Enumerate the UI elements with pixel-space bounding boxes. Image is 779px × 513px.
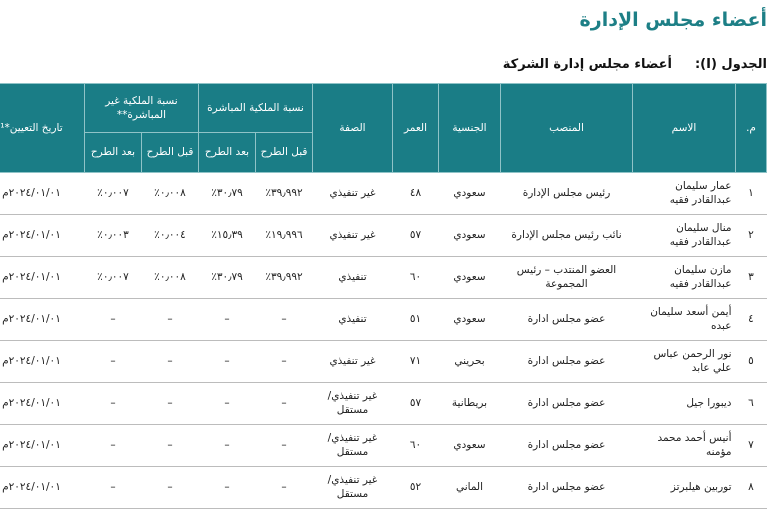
direct-ownership-before: ١٩٫٩٩٦٪ — [256, 215, 313, 257]
member-nationality: سعودي — [439, 257, 501, 299]
direct-ownership-before: ٣٩٫٩٩٢٪ — [256, 257, 313, 299]
header-indirect-before: قبل الطرح — [141, 133, 198, 173]
appointment-date: ٢٠٢٤/٠١/٠١م — [0, 257, 84, 299]
member-position: عضو مجلس ادارة — [501, 341, 633, 383]
row-index: ٣ — [736, 257, 767, 299]
member-name: نور الرحمن عباس علي عابد — [633, 341, 736, 383]
row-index: ٧ — [736, 425, 767, 467]
header-index: م. — [736, 84, 767, 173]
row-index: ١ — [736, 173, 767, 215]
table-label: الجدول (I): — [694, 57, 767, 72]
page-title: أعضاء مجلس الإدارة — [579, 9, 767, 31]
indirect-ownership-before: ٠٫٠٠٤٪ — [141, 215, 198, 257]
board-members-table — [0, 83, 767, 509]
direct-ownership-before: ٣٩٫٩٩٢٪ — [256, 173, 313, 215]
table-row — [0, 173, 767, 215]
table-row — [0, 383, 767, 425]
member-name: أيمن أسعد سليمان عبده — [633, 299, 736, 341]
header-age: العمر — [393, 84, 439, 173]
member-position: نائب رئيس مجلس الإدارة — [501, 215, 633, 257]
indirect-ownership-after: – — [84, 467, 141, 509]
table-header — [0, 84, 767, 173]
indirect-ownership-after: – — [84, 425, 141, 467]
member-capacity: غير تنفيذي — [313, 341, 393, 383]
member-capacity: غير تنفيذي — [313, 215, 393, 257]
direct-ownership-before: – — [256, 383, 313, 425]
table-caption: أعضاء مجلس إدارة الشركة — [502, 57, 672, 72]
row-index: ٤ — [736, 299, 767, 341]
appointment-date: ٢٠٢٤/٠١/٠١م — [0, 173, 84, 215]
indirect-ownership-before: ٠٫٠٠٨٪ — [141, 257, 198, 299]
member-capacity: غير تنفيذي/ مستقل — [313, 383, 393, 425]
direct-ownership-after: ١٥٫٣٩٪ — [198, 215, 255, 257]
indirect-ownership-after: ٠٫٠٠٧٪ — [84, 257, 141, 299]
appointment-date: ٢٠٢٤/٠١/٠١م — [0, 215, 84, 257]
member-position: عضو مجلس ادارة — [501, 425, 633, 467]
member-nationality: سعودي — [439, 215, 501, 257]
member-nationality: بحريني — [439, 341, 501, 383]
member-age: ٥٢ — [393, 467, 439, 509]
direct-ownership-after: – — [198, 467, 255, 509]
direct-ownership-before: – — [256, 425, 313, 467]
table-row — [0, 257, 767, 299]
member-name: مازن سليمان عبدالقادر فقيه — [633, 257, 736, 299]
direct-ownership-after: ٣٠٫٧٩٪ — [198, 173, 255, 215]
member-nationality: سعودي — [439, 425, 501, 467]
member-nationality: الماني — [439, 467, 501, 509]
member-position: عضو مجلس ادارة — [501, 467, 633, 509]
indirect-ownership-before: ٠٫٠٠٨٪ — [141, 173, 198, 215]
member-capacity: تنفيذي — [313, 299, 393, 341]
member-capacity: تنفيذي — [313, 257, 393, 299]
member-age: ٥١ — [393, 299, 439, 341]
member-age: ٦٠ — [393, 425, 439, 467]
direct-ownership-after: – — [198, 341, 255, 383]
member-nationality: سعودي — [439, 299, 501, 341]
header-appointment-date: تاريخ التعيين*¹ — [0, 84, 84, 173]
member-capacity: غير تنفيذي/ مستقل — [313, 425, 393, 467]
appointment-date: ٢٠٢٤/٠١/٠١م — [0, 299, 84, 341]
header-direct-ownership: نسبة الملكية المباشرة — [198, 84, 312, 133]
direct-ownership-before: – — [256, 467, 313, 509]
indirect-ownership-after: ٠٫٠٠٧٪ — [84, 173, 141, 215]
header-direct-before: قبل الطرح — [256, 133, 313, 173]
direct-ownership-after: – — [198, 299, 255, 341]
table-row — [0, 467, 767, 509]
member-capacity: غير تنفيذي — [313, 173, 393, 215]
direct-ownership-after: – — [198, 425, 255, 467]
header-nationality: الجنسية — [439, 84, 501, 173]
direct-ownership-before: – — [256, 341, 313, 383]
header-capacity: الصفة — [313, 84, 393, 173]
table-caption-line — [12, 57, 767, 72]
header-direct-after: بعد الطرح — [198, 133, 255, 173]
header-position: المنصب — [501, 84, 633, 173]
member-name: عمار سليمان عبدالقادر فقيه — [633, 173, 736, 215]
member-age: ٤٨ — [393, 173, 439, 215]
appointment-date: ٢٠٢٤/٠١/٠١م — [0, 425, 84, 467]
appointment-date: ٢٠٢٤/٠١/٠١م — [0, 341, 84, 383]
member-position: عضو مجلس ادارة — [501, 383, 633, 425]
direct-ownership-before: – — [256, 299, 313, 341]
indirect-ownership-before: – — [141, 467, 198, 509]
member-name: ديبورا جيل — [633, 383, 736, 425]
indirect-ownership-before: – — [141, 383, 198, 425]
table-row — [0, 341, 767, 383]
header-name: الاسم — [633, 84, 736, 173]
direct-ownership-after: – — [198, 383, 255, 425]
member-age: ٥٧ — [393, 215, 439, 257]
member-nationality: سعودي — [439, 173, 501, 215]
header-indirect-after: بعد الطرح — [84, 133, 141, 173]
member-age: ٧١ — [393, 341, 439, 383]
appointment-date: ٢٠٢٤/٠١/٠١م — [0, 467, 84, 509]
indirect-ownership-before: – — [141, 341, 198, 383]
appointment-date: ٢٠٢٤/٠١/٠١م — [0, 383, 84, 425]
direct-ownership-after: ٣٠٫٧٩٪ — [198, 257, 255, 299]
member-nationality: بريطانية — [439, 383, 501, 425]
table-row — [0, 299, 767, 341]
row-index: ٥ — [736, 341, 767, 383]
member-capacity: غير تنفيذي/ مستقل — [313, 467, 393, 509]
table-row — [0, 215, 767, 257]
member-position: العضو المنتدب – رئيس المجموعة — [501, 257, 633, 299]
member-name: أنيس أحمد محمد مؤمنه — [633, 425, 736, 467]
member-position: رئيس مجلس الإدارة — [501, 173, 633, 215]
indirect-ownership-before: – — [141, 425, 198, 467]
member-age: ٥٧ — [393, 383, 439, 425]
header-indirect-ownership: نسبة الملكية غير المباشرة** — [84, 84, 198, 133]
member-name: منال سليمان عبدالقادر فقيه — [633, 215, 736, 257]
row-index: ٢ — [736, 215, 767, 257]
row-index: ٨ — [736, 467, 767, 509]
row-index: ٦ — [736, 383, 767, 425]
member-position: عضو مجلس ادارة — [501, 299, 633, 341]
member-name: توربين هيلبرتز — [633, 467, 736, 509]
table-row — [0, 425, 767, 467]
indirect-ownership-after: – — [84, 341, 141, 383]
indirect-ownership-before: – — [141, 299, 198, 341]
table-body — [0, 173, 767, 509]
indirect-ownership-after: ٠٫٠٠٣٪ — [84, 215, 141, 257]
indirect-ownership-after: – — [84, 383, 141, 425]
indirect-ownership-after: – — [84, 299, 141, 341]
member-age: ٦٠ — [393, 257, 439, 299]
